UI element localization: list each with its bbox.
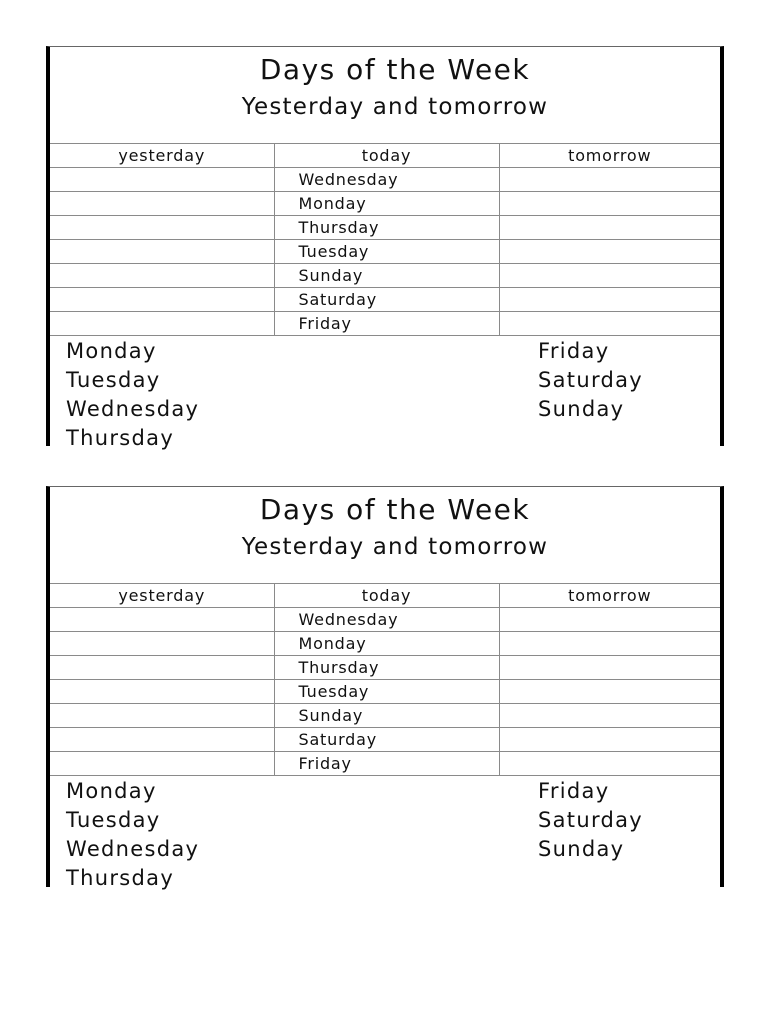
- tomorrow-blank-cell[interactable]: [499, 752, 720, 776]
- table-row: [50, 192, 720, 216]
- yesterday-blank-cell[interactable]: [50, 240, 274, 264]
- yesterday-blank-cell[interactable]: [50, 168, 274, 192]
- column-header-yesterday: yesterday: [50, 144, 274, 168]
- yesterday-blank-cell[interactable]: [50, 680, 274, 704]
- tomorrow-blank-cell[interactable]: [499, 264, 720, 288]
- worksheet-top: [46, 46, 724, 450]
- table-row: [50, 656, 720, 680]
- word-bank-item: Sunday: [538, 397, 625, 421]
- table-row: [50, 240, 720, 264]
- today-cell: Sunday: [274, 264, 499, 288]
- today-cell: Thursday: [274, 216, 499, 240]
- word-bank-item: Saturday: [538, 368, 644, 392]
- yesterday-blank-cell[interactable]: [50, 728, 274, 752]
- word-bank-left-column: [66, 777, 199, 893]
- yesterday-blank-cell[interactable]: [50, 312, 274, 336]
- table-row: [50, 752, 720, 776]
- yesterday-blank-cell[interactable]: [50, 704, 274, 728]
- today-cell: Friday: [274, 752, 499, 776]
- yesterday-blank-cell[interactable]: [50, 656, 274, 680]
- tomorrow-blank-cell[interactable]: [499, 312, 720, 336]
- tomorrow-blank-cell[interactable]: [499, 704, 720, 728]
- word-bank-right-column: [538, 337, 643, 424]
- today-cell: Thursday: [274, 656, 499, 680]
- column-header-today: today: [274, 584, 499, 608]
- table-row: [50, 264, 720, 288]
- word-bank-item: Sunday: [538, 837, 625, 861]
- word-bank-left-column: [66, 337, 199, 453]
- today-cell: Sunday: [274, 704, 499, 728]
- table-header-row: [50, 584, 720, 608]
- days-table: [50, 143, 720, 336]
- column-header-tomorrow: tomorrow: [499, 144, 720, 168]
- today-cell: Wednesday: [274, 168, 499, 192]
- word-bank-item: Monday: [66, 779, 157, 803]
- word-bank-item: Thursday: [66, 866, 175, 890]
- table-row: [50, 216, 720, 240]
- yesterday-blank-cell[interactable]: [50, 192, 274, 216]
- tomorrow-blank-cell[interactable]: [499, 608, 720, 632]
- today-cell: Wednesday: [274, 608, 499, 632]
- tomorrow-blank-cell[interactable]: [499, 656, 720, 680]
- yesterday-blank-cell[interactable]: [50, 752, 274, 776]
- table-header-row: [50, 144, 720, 168]
- today-cell: Tuesday: [274, 240, 499, 264]
- table-row: [50, 608, 720, 632]
- tomorrow-blank-cell[interactable]: [499, 288, 720, 312]
- yesterday-blank-cell[interactable]: [50, 216, 274, 240]
- today-cell: Friday: [274, 312, 499, 336]
- today-cell: Tuesday: [274, 680, 499, 704]
- worksheet-subtitle: Yesterday and tomorrow: [241, 94, 549, 120]
- table-row: [50, 312, 720, 336]
- yesterday-blank-cell[interactable]: [50, 632, 274, 656]
- word-bank-item: Tuesday: [66, 808, 161, 832]
- word-bank-item: Wednesday: [66, 837, 200, 861]
- today-cell: Monday: [274, 632, 499, 656]
- table-row: [50, 288, 720, 312]
- tomorrow-blank-cell[interactable]: [499, 632, 720, 656]
- table-row: [50, 728, 720, 752]
- word-bank-item: Friday: [538, 779, 610, 803]
- today-cell: Saturday: [274, 728, 499, 752]
- yesterday-blank-cell[interactable]: [50, 264, 274, 288]
- word-bank-right-column: [538, 777, 643, 864]
- table-row: [50, 704, 720, 728]
- tomorrow-blank-cell[interactable]: [499, 168, 720, 192]
- word-bank-item: Saturday: [538, 808, 644, 832]
- yesterday-blank-cell[interactable]: [50, 608, 274, 632]
- tomorrow-blank-cell[interactable]: [499, 240, 720, 264]
- worksheet-subtitle: Yesterday and tomorrow: [241, 534, 549, 560]
- worksheet-title: Days of the Week: [259, 493, 531, 526]
- column-header-yesterday: yesterday: [50, 584, 274, 608]
- table-row: [50, 632, 720, 656]
- column-header-today: today: [274, 144, 499, 168]
- word-bank-item: Tuesday: [66, 368, 161, 392]
- word-bank-item: Friday: [538, 339, 610, 363]
- today-cell: Saturday: [274, 288, 499, 312]
- tomorrow-blank-cell[interactable]: [499, 680, 720, 704]
- tomorrow-blank-cell[interactable]: [499, 216, 720, 240]
- column-header-tomorrow: tomorrow: [499, 584, 720, 608]
- tomorrow-blank-cell[interactable]: [499, 728, 720, 752]
- yesterday-blank-cell[interactable]: [50, 288, 274, 312]
- worksheet-title: Days of the Week: [259, 53, 531, 86]
- days-table: [50, 583, 720, 776]
- table-row: [50, 680, 720, 704]
- table-row: [50, 168, 720, 192]
- word-bank-item: Thursday: [66, 426, 175, 450]
- tomorrow-blank-cell[interactable]: [499, 192, 720, 216]
- today-cell: Monday: [274, 192, 499, 216]
- word-bank-item: Wednesday: [66, 397, 200, 421]
- worksheet-bottom: [46, 486, 724, 890]
- word-bank-item: Monday: [66, 339, 157, 363]
